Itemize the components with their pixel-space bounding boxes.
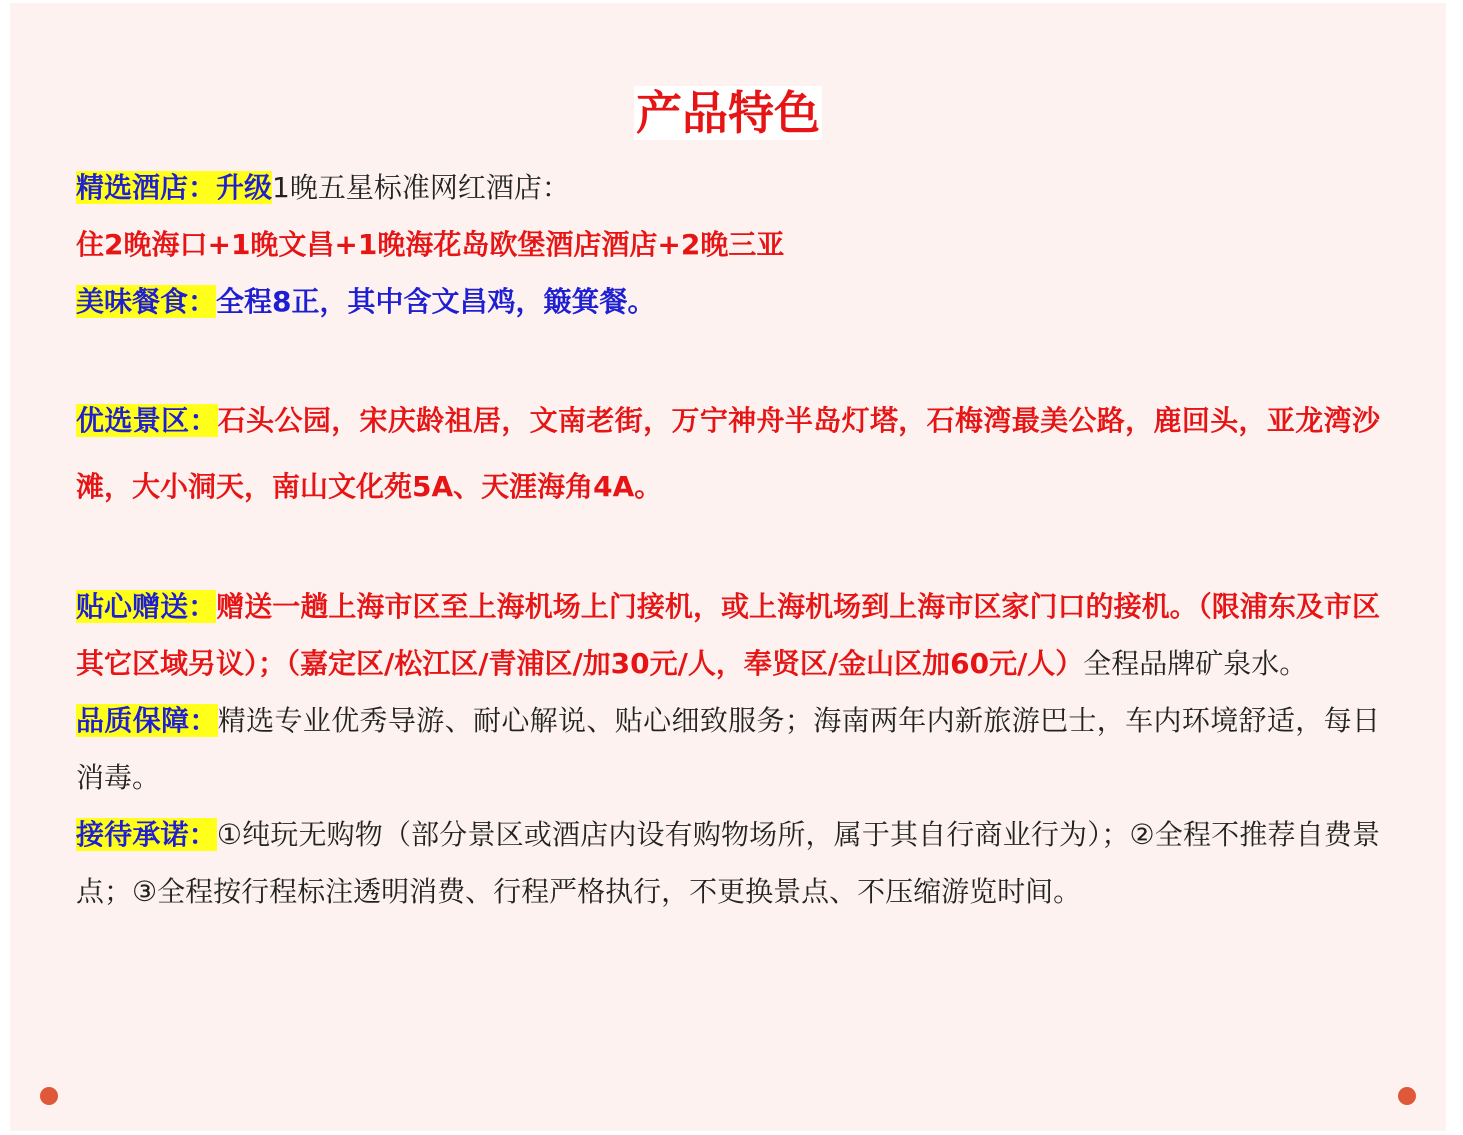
gift-text-highlight: 赠送一趟上海市区至上海机场上门接机，或上海机场到上海市区家门口的接机。（限浦东及市区其它区域另议）；（嘉定区/松江区/青浦区/加30元/人，奉贤区/金山区加60元/人） (76, 590, 1380, 680)
quality-paragraph (76, 692, 1380, 806)
spacer (76, 520, 1380, 578)
scenic-text: 石头公园，宋庆龄祖居，文南老街，万宁神舟半岛灯塔，石梅湾最美公路，鹿回头，亚龙湾沙滩，大小洞天，南山文化苑5A、天涯海角4A。 (76, 404, 1380, 503)
food-text: 全程8正，其中含文昌鸡，簸箕餐。 (216, 285, 656, 318)
gift-paragraph (76, 578, 1380, 692)
product-features-card (10, 3, 1446, 1131)
scenic-label: 优选景区： (76, 404, 218, 437)
gift-text: 全程品牌矿泉水。 (1083, 647, 1308, 680)
quality-label: 品质保障： (76, 704, 218, 737)
decorative-dot-right (1398, 1087, 1416, 1105)
hotel-text: 1晚五星标准网红酒店： (272, 171, 570, 204)
promise-text: ①纯玩无购物（部分景区或酒店内设有购物场所，属于其自行商业行为）；②全程不推荐自费景点；③全程按行程标注透明消费、行程严格执行，不更换景点、不压缩游览时间。 (76, 818, 1380, 908)
page-title (10, 81, 1446, 145)
hotel-line (76, 159, 1380, 216)
hotel-upgrade: 升级 (216, 171, 273, 204)
scenic-paragraph (76, 388, 1380, 520)
promise-label: 接待承诺： (76, 818, 217, 851)
hotel-detail: 住2晚海口+1晚文昌+1晚海花岛欧堡酒店酒店+2晚三亚 (76, 228, 785, 261)
food-label: 美味餐食： (76, 285, 217, 318)
food-line (76, 273, 1380, 330)
spacer (76, 330, 1380, 388)
quality-text: 精选专业优秀导游、耐心解说、贴心细致服务；海南两年内新旅游巴士，车内环境舒适，每日消毒。 (76, 704, 1380, 794)
gift-label: 贴心赠送： (76, 590, 217, 623)
promise-paragraph (76, 806, 1380, 920)
hotel-label: 精选酒店： (76, 171, 217, 204)
features-content (76, 159, 1380, 920)
decorative-dot-left (40, 1087, 58, 1105)
title-text: 产品特色 (636, 86, 820, 140)
